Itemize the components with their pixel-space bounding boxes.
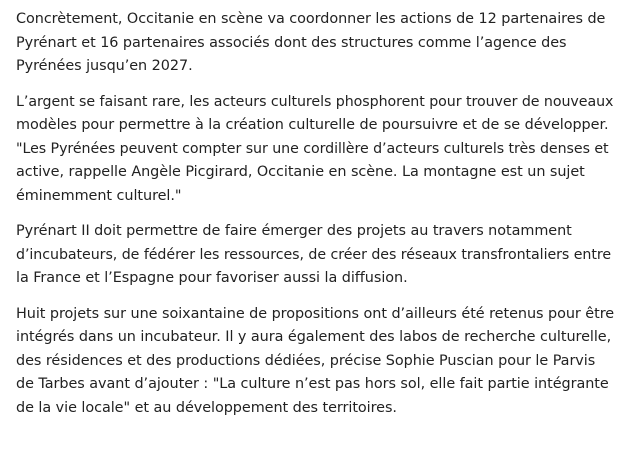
paragraph-line: Pyrénart et 16 partenaires associés dont des structures comme l’agence des	[16, 34, 567, 51]
paragraph-line: éminemment culturel."	[16, 187, 182, 204]
paragraph-2	[16, 91, 616, 209]
paragraph-line: Huit projets sur une soixantaine de propositions ont d’ailleurs été retenus pour être	[16, 305, 615, 322]
paragraph-line: L’argent se faisant rare, les acteurs culturels phosphorent pour trouver de nouveaux	[16, 93, 614, 110]
paragraph-line: de Tarbes avant d’ajouter : "La culture n’est pas hors sol, elle fait partie intégrante	[16, 376, 609, 392]
paragraph-4	[16, 303, 616, 421]
paragraph-line: Pyrénées jusqu’en 2027.	[16, 58, 193, 74]
article-body	[16, 8, 616, 432]
paragraph-line: Pyrénart II doit permettre de faire émerger des projets au travers notamment	[16, 223, 572, 239]
paragraph-line: Concrètement, Occitanie en scène va coordonner les actions de 12 partenaires de	[16, 11, 606, 27]
paragraph-3	[16, 220, 616, 291]
paragraph-1	[16, 8, 616, 79]
paragraph-line: des résidences et des productions dédiées, précise Sophie Puscian pour le Parvis	[16, 352, 596, 369]
paragraph-line: la France et l’Espagne pour favoriser aussi la diffusion.	[16, 270, 408, 286]
paragraph-line: "Les Pyrénées peuvent compter sur une cordillère d’acteurs culturels très denses et	[16, 140, 609, 157]
paragraph-line: modèles pour permettre à la création culturelle de poursuivre et de se développer.	[16, 117, 609, 133]
paragraph-line: active, rappelle Angèle Picgirard, Occitanie en scène. La montagne est un sujet	[16, 164, 585, 180]
paragraph-line: d’incubateurs, de fédérer les ressources, de créer des réseaux transfrontaliers entre	[16, 246, 612, 263]
paragraph-line: intégrés dans un incubateur. Il y aura également des labos de recherche culturelle,	[16, 329, 612, 345]
paragraph-line: de la vie locale" et au développement des territoires.	[16, 399, 397, 416]
